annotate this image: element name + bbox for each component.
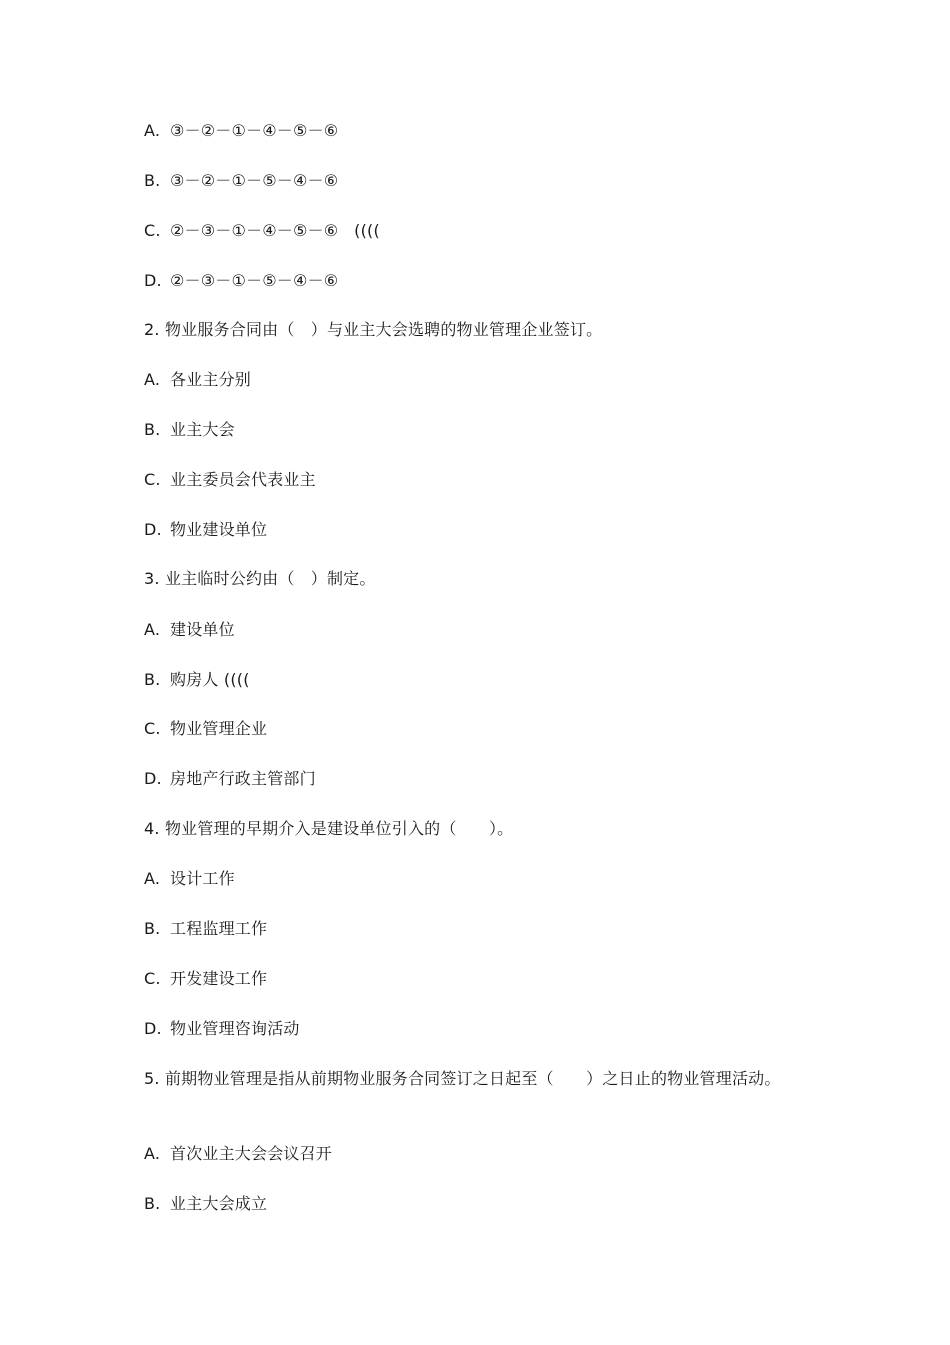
option-text: 物业管理咨询活动 [170, 1019, 300, 1038]
option-q1-b [144, 169, 338, 193]
option-label: D. [144, 769, 162, 788]
option-text: 房地产行政主管部门 [170, 769, 316, 788]
option-label: D. [144, 520, 162, 539]
option-label: B. [144, 420, 161, 439]
option-text: ③－②－①－④－⑤－⑥ [170, 121, 339, 140]
option-q2-b [144, 418, 235, 442]
option-q4-a [144, 867, 235, 891]
option-label: A. [144, 370, 161, 389]
option-q1-c [144, 219, 380, 243]
option-label: B. [144, 670, 161, 689]
question-5-stem: 5. 前期物业管理是指从前期物业服务合同签订之日起至（ ）之日止的物业管理活动。 [144, 1069, 781, 1088]
option-q5-a [144, 1142, 332, 1166]
option-q1-d [144, 269, 338, 293]
option-text: 开发建设工作 [170, 969, 268, 988]
option-text: 各业主分别 [170, 370, 252, 389]
option-q3-b [144, 668, 250, 692]
option-label: D. [144, 271, 162, 290]
option-label: C. [144, 470, 161, 489]
option-label: B. [144, 919, 161, 938]
option-label: A. [144, 1144, 161, 1163]
option-text: 业主委员会代表业主 [170, 470, 316, 489]
option-text: 物业管理企业 [170, 719, 268, 738]
option-text: 首次业主大会会议召开 [170, 1144, 333, 1163]
option-label: D. [144, 1019, 162, 1038]
option-text: 购房人 (((( [170, 670, 250, 689]
option-text: ③－②－①－⑤－④－⑥ [170, 171, 339, 190]
option-q2-c [144, 468, 316, 492]
option-q4-c [144, 967, 267, 991]
option-text: 设计工作 [170, 869, 235, 888]
option-q2-a [144, 368, 251, 392]
option-q2-d [144, 518, 267, 542]
option-q3-a [144, 618, 235, 642]
option-label: C. [144, 969, 161, 988]
option-text: 物业建设单位 [170, 520, 268, 539]
question-2-stem: 2. 物业服务合同由（ ）与业主大会选聘的物业管理企业签订。 [144, 320, 603, 339]
option-label: B. [144, 1194, 161, 1213]
option-label: C. [144, 719, 161, 738]
option-q1-a [144, 119, 338, 143]
option-label: B. [144, 171, 161, 190]
option-q4-d [144, 1017, 300, 1041]
option-text: ②－③－①－④－⑤－⑥ (((( [170, 221, 380, 240]
option-q3-d [144, 767, 316, 791]
option-label: A. [144, 620, 161, 639]
option-label: A. [144, 121, 161, 140]
option-label: C. [144, 221, 161, 240]
option-text: ②－③－①－⑤－④－⑥ [170, 271, 339, 290]
option-q5-b [144, 1192, 267, 1216]
question-3-stem: 3. 业主临时公约由（ ）制定。 [144, 569, 376, 588]
question-4-stem: 4. 物业管理的早期介入是建设单位引入的（ ）。 [144, 819, 514, 838]
option-text: 工程监理工作 [170, 919, 268, 938]
option-text: 业主大会 [170, 420, 235, 439]
option-q3-c [144, 717, 267, 741]
option-q4-b [144, 917, 267, 941]
option-label: A. [144, 869, 161, 888]
option-text: 业主大会成立 [170, 1194, 268, 1213]
option-text: 建设单位 [170, 620, 235, 639]
